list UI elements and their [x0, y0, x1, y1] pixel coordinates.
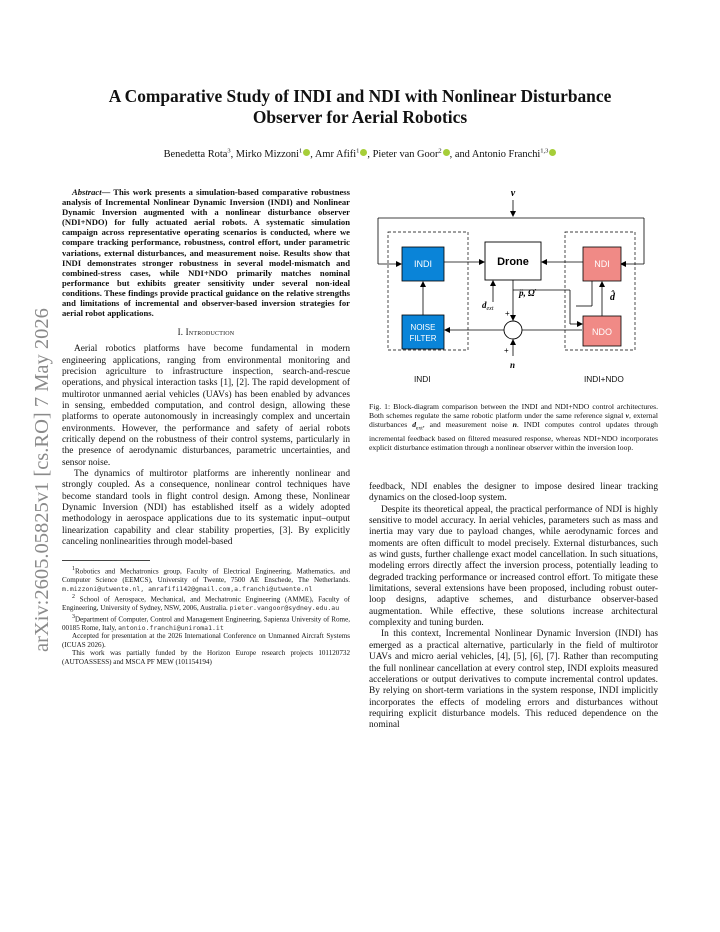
intro-paragraph-1: Aerial robotics platforms have become fundamental in modern engineering applications, ranging from environmental monitoring and precision agriculture to infrastructure inspection, search-and-rescue operations, and physical interaction tasks [1], [2]. The rapid development of multirotor unmanned aerial vehicles (UAVs) has been enabled by advances in sensing, embedded computation, and control design, allowing these platforms to operate autonomously in increasingly complex and uncertain environments. However, the performance and safety of aerial robots critically depend on the robustness of their control systems, particularly in the presence of aerodynamic disturbances, parametric uncertainties, and sensor noise. — [62, 344, 350, 468]
section-heading: I. Introduction — [177, 327, 235, 338]
author-5: Antonio Franchi$^{1,3}$ — [472, 149, 557, 160]
right-paragraph-3: In this context, Incremental Nonlinear Dynamic Inversion (INDI) has emerged as a practical alternative, particularly in the field of multirotor UAVs and micro aerial vehicles, [4], [5], [6], [7]. Rather than recomputing the full nonlinear cancellation at every control step, INDI exploits measured accelerations or output derivatives to compute incremental control updates. By relying on short-term variations in the system response, INDI implicitly incorporates the effects of modeling errors and disturbances without requiring explicit disturbance models. This reduced dependence on the nominal — [369, 629, 658, 731]
footnote-1: $^1$Robotics and Mechatronics group, Faculty of Electrical Engineering, Mathematics, and Computer Science (EEMCS), University of Twente, 7500 AE Enschede, The Netherlands. m.mizzoni@utwente.nl, amrafifi142@gmail.com,a.franchi@utwente.nl — [62, 566, 350, 593]
nu-label: ν — [510, 188, 516, 199]
right-paragraph-1: feedback, NDI enables the designer to impose desired linear tracking dynamics on the closed-loop system. — [369, 482, 658, 504]
plus-bottom: + — [504, 346, 509, 355]
funding-note: This work was partially funded by the Horizon Europe research projects 101120732 (AUTOASSESS) and MSCA PF MEW (101154194) — [62, 649, 350, 666]
author-3: Amr Afifi$^1$ , — [314, 148, 373, 161]
arxiv-stamp-text: arXiv:2605.05825v1 [cs.RO] 7 May 2026 — [31, 308, 53, 652]
footnote-rule — [62, 560, 150, 561]
right-column — [369, 402, 658, 732]
author-2: Mirko Mizzoni$^1$ , — [235, 148, 315, 161]
summing-junction — [504, 321, 522, 339]
author-1: Benedetta Rota$^3$, — [163, 148, 236, 161]
right-paragraph-2: Despite its theoretical appeal, the practical performance of NDI is highly sensitive to model accuracy. In aerial vehicles, parameters such as mass and inertia may vary due to payload changes, while aerodynamic forces and moments are often difficult to model precisely. External disturbances, such as wind gusts, further challenge exact model cancellation. In such situations, modeling errors directly affect the inversion process, potentially leading to degraded tracking performance or increased control effort. To mitigate these limitations, several extensions have been proposed, including robust outer-loop designs, adaptive schemes, and disturbance observer-based augmentation. While effective, these solutions increase architectural complexity and tuning burden. — [369, 504, 658, 629]
d-hat-label: d̂ — [610, 292, 615, 303]
noise-label: n — [510, 360, 516, 370]
orcid-icon[interactable] — [443, 149, 450, 156]
figure-caption: Fig. 1: Block-diagram comparison between the INDI and NDI+NDO control architectures. Both schemes regulate the same robotic platform under the same reference signal ν, external disturbances $d_{ext}$, and measurement noise n. INDI computes control updates through incremental feedback based on filtered measured response, whereas NDI+NDO incorporates explicit disturbance estimation through a nonlinear observer within the inversion loop. — [369, 402, 658, 452]
author-4: Pieter van Goor$^2$ , and — [372, 148, 472, 161]
footnote-2: $^2$ School of Aerospace, Mechanical, and Mechatronic Engineering (AMME), Faculty of Engineering, University of Sydney, NSW, 2006, Australia. pieter.vangoor@sydney.edu.au — [62, 594, 351, 613]
abstract-lead: Abstract — [72, 187, 102, 197]
dext-label: $d_{ext}$ — [482, 300, 494, 312]
paper-title — [70, 86, 650, 128]
footnote-1-emails[interactable]: m.mizzoni@utwente.nl, amrafifi142@gmail.com,a.franchi@utwente.nl — [62, 584, 313, 593]
footnote-3-email[interactable]: antonio.franchi@uniroma1.it — [118, 623, 224, 632]
footnote-3: $^3$Department of Computer, Control and Management Engineering, Sapienza University of Rome, 00185 Rome, Italy, antonio.franchi@uniroma1.it — [62, 613, 350, 632]
noise-filter-block — [402, 315, 444, 349]
title-line-2: Observer for Aerial Robotics — [252, 107, 468, 127]
noise-filter-label-1: NOISE — [410, 323, 436, 332]
indi-block-label: INDI — [414, 259, 432, 269]
arxiv-stamp — [4, 240, 64, 660]
abstract: Abstract— This work presents a simulation-based comparative robustness analysis of Incremental Nonlinear Dynamic Inversion (INDI) and Nonlinear Dynamic Inversion augmented with a nonlinear disturbance observer (NDI+NDO) for fully actuated aerial robots. A systematic simulation campaign across representative operating scenarios is conducted, where we compare tracking performance, robustness, control effort, under parametric variations, external disturbances, and measurement noise. Results show that INDI demonstrates stronger robustness in several model-mismatch and combined-stress cases, while NDI+NDO primarily matches nominal performance but exhibits greater sensitivity under several non-ideal conditions. These findings provide practical guidance on the relative strengths and limitations of incremental and observer-based inversion strategies for aerial robot applications. — [62, 187, 350, 319]
abstract-text: This work presents a simulation-based comparative robustness analysis of Incremental Nonlinear Dynamic Inversion (INDI) and Nonlinear Dynamic Inversion augmented with a nonlinear disturbance observer (NDI+NDO) for fully actuated aerial robots. A systematic simulation campaign across representative operating scenarios is conducted, where we compare tracking performance, robustness, control effort, under parametric variations, external disturbances, and measurement noise. Results show that INDI demonstrates stronger robustness in several model-mismatch and combined-stress cases, while NDI+NDO primarily matches nominal performance but exhibits greater sensitivity under several non-ideal conditions. These findings provide practical guidance on the relative strengths and limitations of incremental and observer-based inversion strategies for aerial robot applications. — [62, 187, 350, 319]
block-diagram — [364, 188, 660, 370]
orcid-icon[interactable] — [549, 149, 556, 156]
plus-top: + — [505, 309, 510, 318]
ndi-block-label: NDI — [594, 259, 610, 269]
p-omega-label: p̈, Ω̇ — [519, 288, 535, 298]
noise-filter-label-2: FILTER — [409, 334, 437, 343]
indi-ndo-scheme-label: INDI+NDO — [584, 374, 624, 384]
author-list — [70, 148, 650, 160]
title-line-1: A Comparative Study of INDI and NDI with Nonlinear Disturbance — [108, 86, 612, 106]
ndo-block-label: NDO — [592, 327, 612, 337]
drone-block-label: Drone — [497, 256, 529, 268]
left-column — [62, 187, 350, 667]
indi-scheme-label: INDI — [414, 374, 431, 384]
accepted-note: Accepted for presentation at the 2026 International Conference on Unmanned Aircraft Systems (ICUAS 2026). — [62, 632, 350, 649]
footnotes — [62, 560, 350, 666]
intro-paragraph-2: The dynamics of multirotor platforms are inherently nonlinear and strongly coupled. As a consequence, nonlinear control techniques have become standard tools in flight control design. Among these, Nonlinear Dynamic Inversion (NDI) has established itself as a widely adopted methodology in aerospace applications due to its systematic input–output linearization capability and clear stability properties, [3]. By explicitly canceling nonlinearities through model-based — [62, 469, 350, 548]
footnote-2-email[interactable]: pieter.vangoor@sydney.edu.au — [229, 604, 340, 613]
